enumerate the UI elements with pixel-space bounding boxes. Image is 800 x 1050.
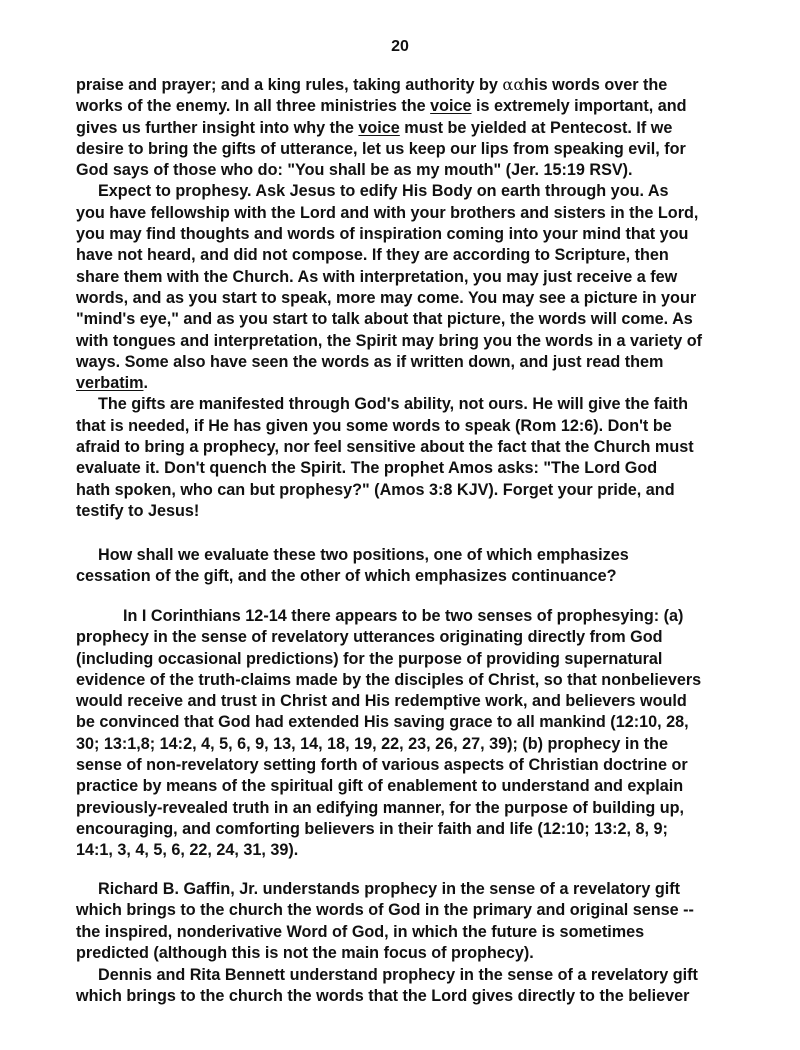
- text-line: ways. Some also have seen the words as if written down, and just read them: [76, 352, 664, 371]
- text-line: praise and prayer; and a king rules, taking authority by ααhis words over the: [76, 75, 668, 94]
- text-line: gives us further insight into why the voice must be yielded at Pentecost. If we: [76, 118, 673, 137]
- body-text-section: [76, 74, 736, 522]
- text-line: evidence of the truth-claims made by the disciples of Christ, so that nonbelievers: [76, 670, 702, 689]
- paragraph-gifts-manifested: [76, 394, 736, 522]
- text-line: share them with the Church. As with interpretation, you may just receive a few: [76, 267, 678, 286]
- text-line: be convinced that God had extended His saving grace to all mankind (12:10, 28,: [76, 713, 689, 732]
- text-line: sense of non-revelatory setting forth of various aspects of Christian doctrine or: [76, 756, 688, 775]
- text-line: predicted (although this is not the main focus of prophecy).: [76, 943, 534, 962]
- page-number: 20: [391, 38, 409, 55]
- text-line: words, and as you start to speak, more may come. You may see a picture in your: [76, 288, 697, 307]
- text-line: practice by means of the spiritual gift of enablement to understand and explain: [76, 777, 684, 796]
- text-line: which brings to the church the words that the Lord gives directly to the believer: [76, 987, 690, 1006]
- alpha-symbols: αα: [502, 75, 525, 94]
- text-line: 14:1, 3, 4, 5, 6, 22, 24, 31, 39).: [76, 841, 299, 860]
- text-line: testify to Jesus!: [76, 501, 200, 520]
- text-line: that is needed, if He has given you some words to speak (Rom 12:6). Don't be: [76, 416, 672, 435]
- text-line: would receive and trust in Christ and His redemptive work, and believers would: [76, 692, 687, 711]
- text-line: hath spoken, who can but prophesy?" (Amos 3:8 KJV). Forget your pride, and: [76, 480, 675, 499]
- text-line: afraid to bring a prophecy, nor feel sensitive about the fact that the Church must: [76, 438, 694, 457]
- text-line: How shall we evaluate these two positions, one of which emphasizes: [98, 546, 629, 564]
- text-line: verbatim.: [76, 374, 148, 393]
- text-line: which brings to the church the words of God in the primary and original sense --: [76, 901, 694, 920]
- text-line: Richard B. Gaffin, Jr. understands prophecy in the sense of a revelatory gift: [98, 880, 680, 898]
- text-line: Expect to prophesy. Ask Jesus to edify His Body on earth through you. As: [98, 182, 669, 201]
- text-line: previously-revealed truth in an edifying manner, for the purpose of building up,: [76, 798, 684, 817]
- text-line: works of the enemy. In all three ministries the voice is extremely important, and: [76, 97, 687, 116]
- text-line: you have fellowship with the Lord and with your brothers and sisters in the Lord,: [76, 203, 699, 222]
- text-line: cessation of the gift, and the other of which emphasizes continuance?: [76, 567, 617, 586]
- text-line: evaluate it. Don't quench the Spirit. The prophet Amos asks: "The Lord God: [76, 459, 658, 478]
- text-line: with tongues and interpretation, the Spirit may bring you the words in a variety of: [76, 331, 702, 350]
- text-line: you may find thoughts and words of inspiration coming into your mind that you: [76, 225, 689, 244]
- text-line: have not heard, and did not compose. If they are according to Scripture, then: [76, 246, 669, 265]
- paragraph-bennett: [76, 965, 736, 1008]
- text-line: 30; 13:1,8; 14:2, 4, 5, 6, 9, 13, 14, 18, 19, 22, 23, 26, 27, 39); (b) prophecy in the: [76, 734, 669, 753]
- text-line: prophecy in the sense of revelatory utterances originating directly from God: [76, 628, 663, 647]
- text-line: The gifts are manifested through God's ability, not ours. He will give the faith: [98, 395, 688, 414]
- text-line: desire to bring the gifts of utterance, let us keep our lips from speaking evil, for: [76, 139, 686, 158]
- text-line: God says of those who do: "You shall be as my mouth" (Jer. 15:19 RSV).: [76, 161, 633, 180]
- text-line: Dennis and Rita Bennett understand prophecy in the sense of a revelatory gift: [98, 966, 698, 984]
- paragraph-gaffin: [76, 879, 736, 964]
- text-line: encouraging, and comforting believers in their faith and life (12:10; 13:2, 8, 9;: [76, 819, 668, 838]
- text-line: "mind's eye," and as you start to talk about that picture, the words will come. As: [76, 310, 693, 329]
- underlined-voice: voice: [358, 118, 400, 137]
- text-line: (including occasional predictions) for the purpose of providing supernatural: [76, 649, 663, 668]
- paragraph-two-senses: [76, 606, 736, 862]
- paragraph-evaluate-question: [76, 545, 736, 588]
- paragraph-king-rules: [76, 74, 736, 181]
- underlined-voice: voice: [430, 97, 472, 116]
- paragraph-expect-to-prophesy: [76, 181, 736, 394]
- text-line: the inspired, nonderivative Word of God, in which the future is sometimes: [76, 922, 645, 941]
- text-line: In I Corinthians 12-14 there appears to be two senses of prophesying: (a): [123, 607, 684, 625]
- underlined-verbatim: verbatim: [76, 374, 144, 393]
